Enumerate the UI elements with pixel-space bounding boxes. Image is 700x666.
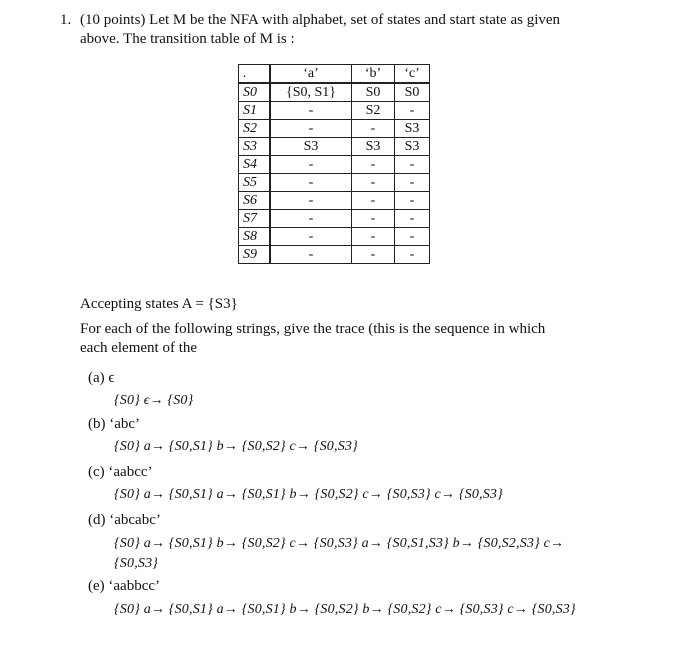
table-header-cell: ‘c’ [395, 65, 430, 84]
table-row [239, 246, 430, 264]
table-row [239, 83, 430, 102]
transition-cell: S3 [395, 120, 430, 138]
transition-cell: - [395, 210, 430, 228]
transition-cell: S3 [395, 138, 430, 156]
table-row [239, 210, 430, 228]
transition-table [238, 64, 430, 264]
transition-cell: - [395, 228, 430, 246]
transition-cell: - [395, 102, 430, 120]
item-b-label: (b) ‘abc’ [88, 416, 141, 432]
table-header-row [239, 65, 430, 84]
state-cell: S0 [239, 83, 271, 102]
transition-cell: - [270, 102, 352, 120]
question-text-line-2: above. The transition table of M is : [80, 31, 295, 47]
item-e-trace: {S0} a→ {S0,S1} a→ {S0,S1} b→ {S0,S2} b→ {S0,S2} c→ {S0,S3} c→ {S0,S3} [114, 602, 576, 617]
transition-cell: {S0, S1} [270, 83, 352, 102]
state-cell: S4 [239, 156, 271, 174]
transition-cell: - [352, 228, 395, 246]
table-row [239, 156, 430, 174]
state-cell: S9 [239, 246, 271, 264]
table-header-cell: ‘b’ [352, 65, 395, 84]
transition-cell: - [395, 174, 430, 192]
item-a-label: (a) ϵ [88, 370, 115, 386]
transition-cell: - [352, 156, 395, 174]
transition-cell: - [270, 246, 352, 264]
transition-cell: S3 [270, 138, 352, 156]
table-row [239, 138, 430, 156]
instructions-line-1: For each of the following strings, give the trace (this is the sequence in which [80, 321, 546, 337]
item-d-trace-line-1: {S0} a→ {S0,S1} b→ {S0,S2} c→ {S0,S3} a→ {S0,S1,S3} b→ {S0,S2,S3} c→ [114, 536, 565, 551]
transition-cell: - [352, 246, 395, 264]
transition-cell: S0 [395, 83, 430, 102]
transition-cell: - [352, 210, 395, 228]
item-b-trace: {S0} a→ {S0,S1} b→ {S0,S2} c→ {S0,S3} [114, 439, 358, 454]
table-header-cell: ‘a’ [270, 65, 352, 84]
question-text-line-1: (10 points) Let M be the NFA with alphabet, set of states and start state as given [80, 12, 561, 28]
transition-cell: - [352, 174, 395, 192]
transition-cell: - [395, 246, 430, 264]
transition-cell: - [395, 156, 430, 174]
question-number: 1. [60, 12, 72, 28]
state-cell: S3 [239, 138, 271, 156]
state-cell: S2 [239, 120, 271, 138]
table-row [239, 192, 430, 210]
transition-cell: - [270, 210, 352, 228]
item-d-trace-line-2: {S0,S3} [114, 556, 159, 571]
state-cell: S6 [239, 192, 271, 210]
state-cell: S1 [239, 102, 271, 120]
item-c-trace: {S0} a→ {S0,S1} a→ {S0,S1} b→ {S0,S2} c→ {S0,S3} c→ {S0,S3} [114, 487, 503, 502]
transition-cell: - [270, 120, 352, 138]
state-cell: S7 [239, 210, 271, 228]
transition-cell: - [352, 192, 395, 210]
table-header-cell: . [239, 65, 271, 84]
transition-cell: S3 [352, 138, 395, 156]
item-e-label: (e) ‘aabbcc’ [88, 578, 161, 594]
item-d-label: (d) ‘abcabc’ [88, 512, 161, 528]
accepting-states: Accepting states A = {S3} [80, 296, 238, 312]
transition-cell: - [395, 192, 430, 210]
state-cell: S5 [239, 174, 271, 192]
instructions-line-2: each element of the [80, 340, 198, 356]
transition-cell: - [270, 192, 352, 210]
table-row [239, 120, 430, 138]
state-cell: S8 [239, 228, 271, 246]
transition-cell: S2 [352, 102, 395, 120]
transition-cell: S0 [352, 83, 395, 102]
transition-cell: - [270, 156, 352, 174]
table-row [239, 228, 430, 246]
table-row [239, 174, 430, 192]
transition-cell: - [270, 174, 352, 192]
table-row [239, 102, 430, 120]
transition-cell: - [352, 120, 395, 138]
transition-cell: - [270, 228, 352, 246]
item-a-trace: {S0} ϵ→ {S0} [114, 393, 194, 408]
item-c-label: (c) ‘aabcc’ [88, 464, 153, 480]
